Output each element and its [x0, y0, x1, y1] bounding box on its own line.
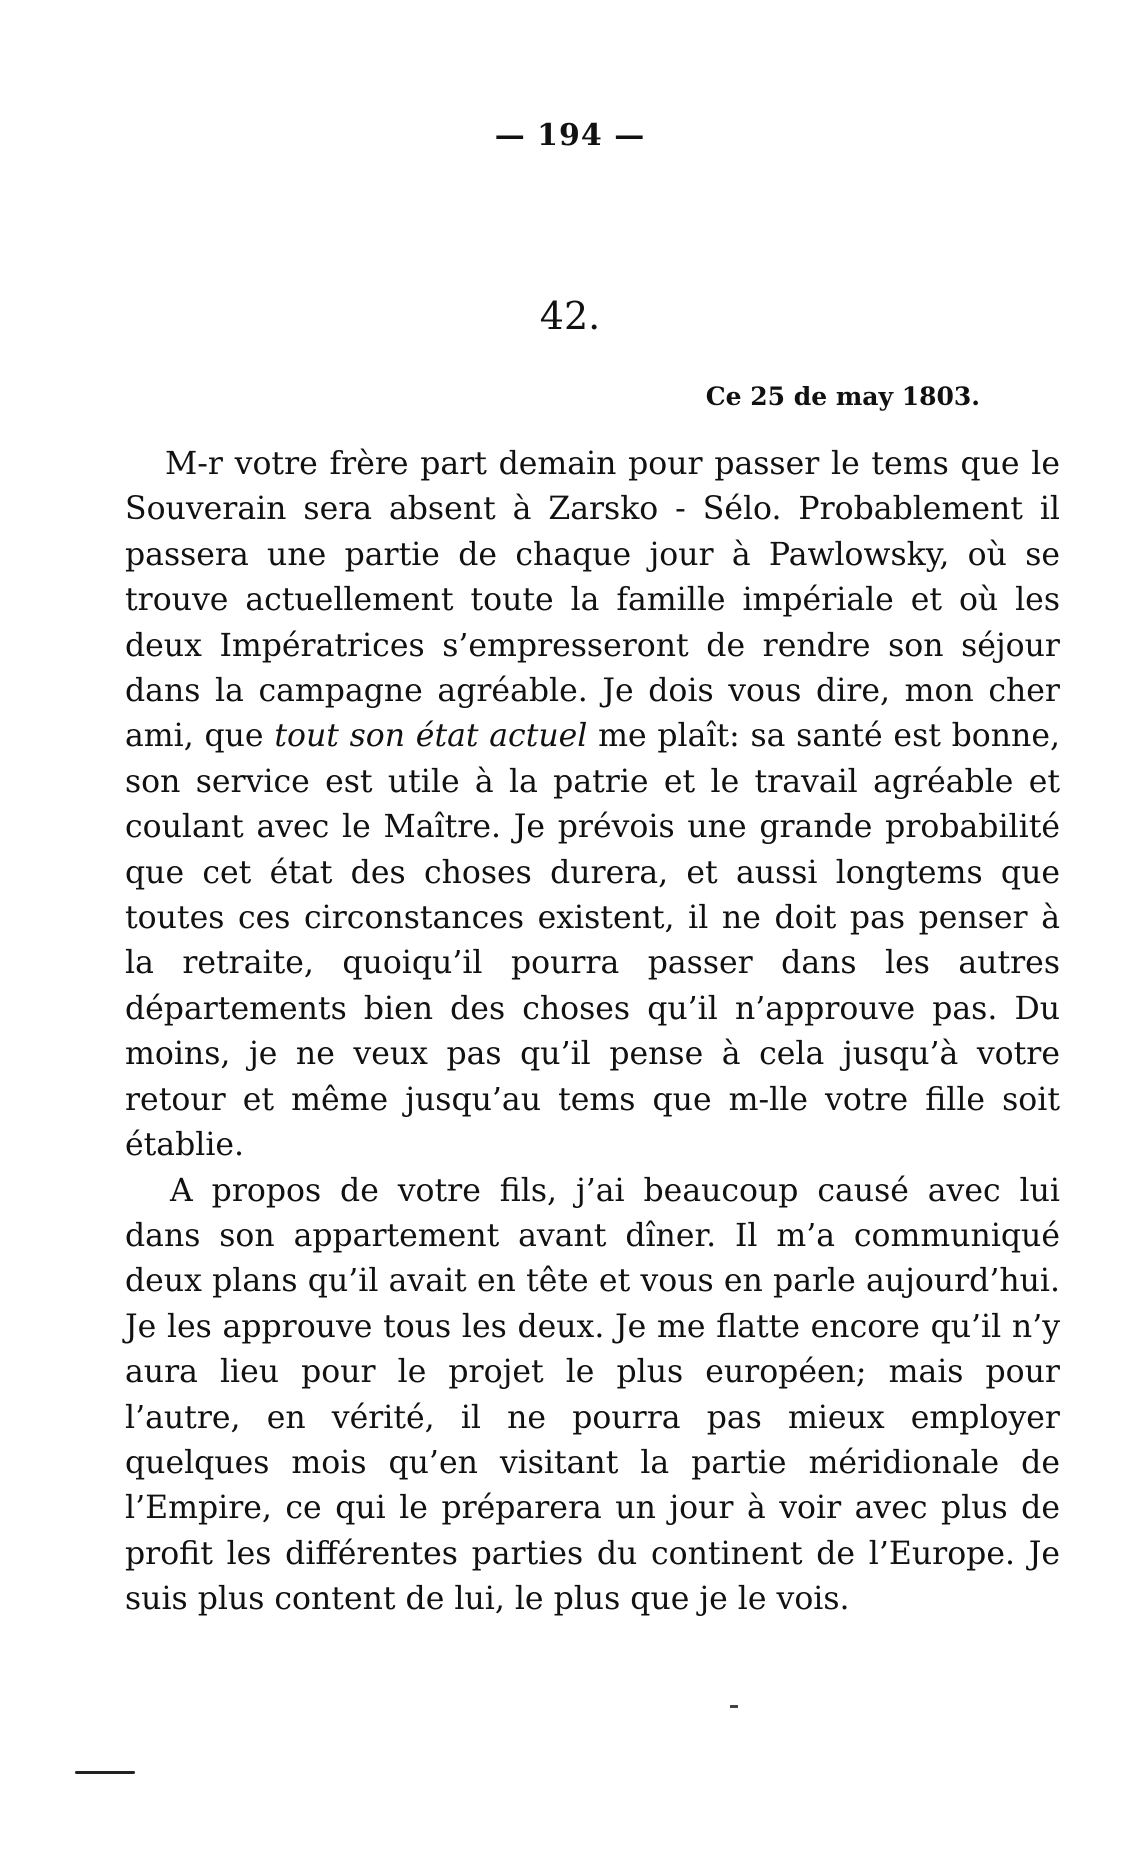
italic-phrase: tout son état actuel	[274, 718, 588, 755]
paragraph-1	[125, 442, 1060, 1169]
letter-date: Ce 25 de may 1803.	[705, 382, 980, 411]
paragraph-1-start: M-r votre frère part demain pour passer le tems que le Souverain sera absent à Zarsko - Sélo. Probablement il passera une partie de chaque jour à Pawlowsky, où se trouve actuellement toute la famille impériale et où les deux Impératrices s’empresseront de rendre son séjour dans la campagne agréable. Je dois vous dire, mon cher ami, que	[125, 446, 1060, 755]
paragraph-1-end: me plaît: sa santé est bonne, son service est utile à la patrie et le travail agréable et coulant avec le Maître. Je prévois une grande probabilité que cet état des choses durera, et aussi longtems que toutes ces circonstances existent, il ne doit pas penser à la retraite, quoiqu’il pourra passer dans les autres départements bien des choses qu’il n’approuve pas. Du moins, je ne veux pas qu’il pense à cela jusqu’à votre retour et même jusqu’au tems que m-lle votre fille soit établie.	[125, 718, 1061, 1164]
letter-number: 42.	[539, 294, 601, 338]
edge-mark	[75, 1771, 135, 1774]
print-mark	[730, 1705, 738, 1708]
page-number: — 194 —	[494, 118, 646, 153]
paragraph-2: A propos de votre fils, j’ai beaucoup causé avec lui dans son appartement avant dîner. Il m’a communiqué deux plans qu’il avait en tête et vous en parle aujourd’hui. Je les approuve tous les deux. Je me flatte encore qu’il n’y aura lieu pour le projet le plus européen; mais pour l’autre, en vérité, il ne pourra pas mieux employer quelques mois qu’en visitant la partie méridionale de l’Empire, ce qui le préparera un jour à voir avec plus de profit les différentes parties du continent de l’Europe. Je suis plus content de lui, le plus que je le vois.	[125, 1172, 1060, 1618]
letter-body	[125, 442, 1060, 1623]
